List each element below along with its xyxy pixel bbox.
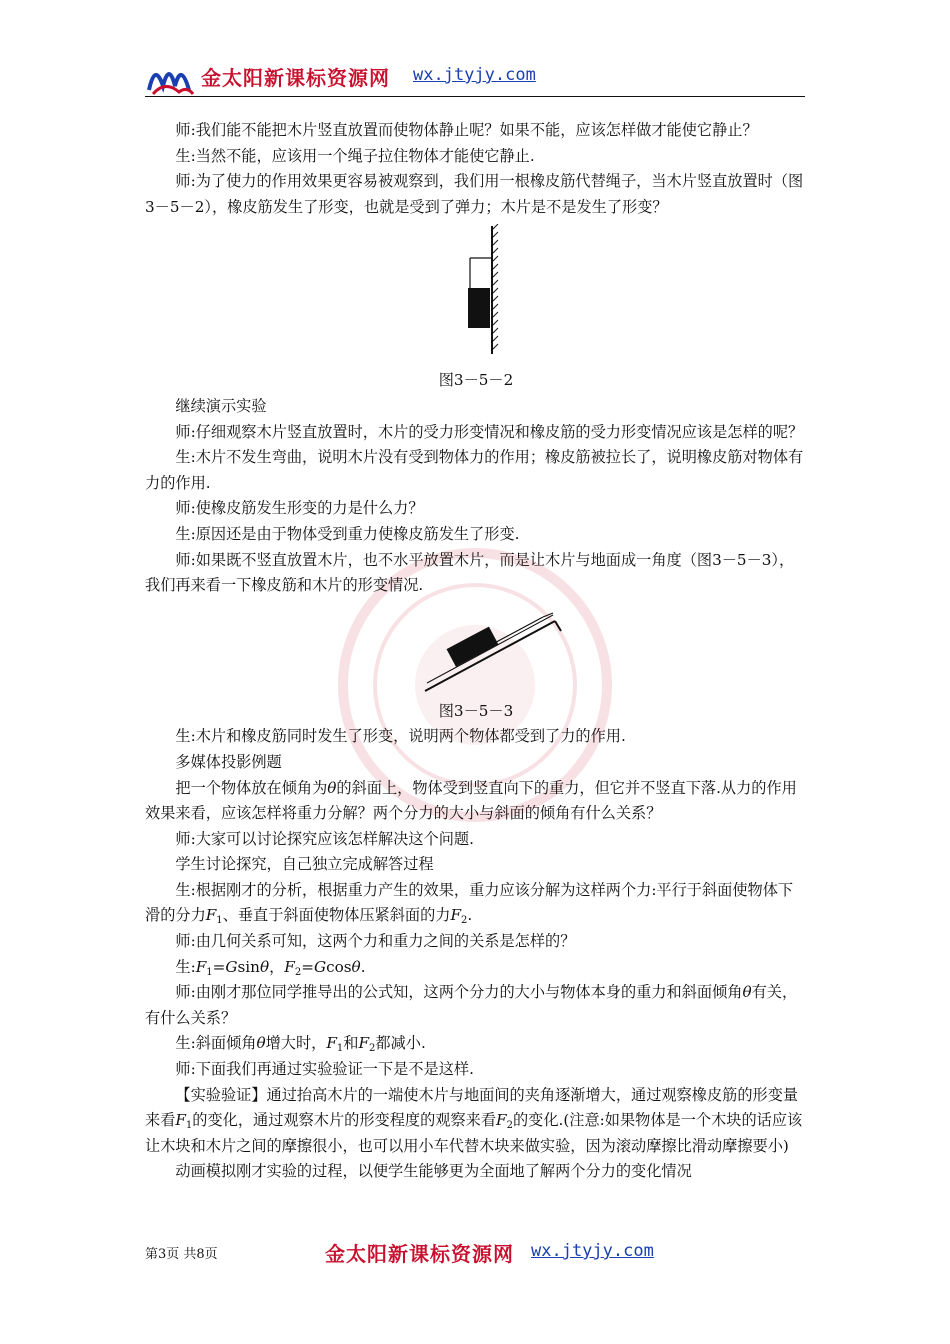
paragraph: 师:我们能不能把木片竖直放置而使物体静止呢？如果不能，应该怎样做才能使它静止？ — [175, 121, 758, 139]
paragraph: 师:大家可以讨论探究应该怎样解决这个问题. — [175, 829, 474, 848]
paragraph: 把一个物体放在倾角为θ的斜面上，物体受到竖直向下的重力，但它并不竖直下落.从力的作用效果来看，应该怎样将重力分解？两个分力的大小与斜面的倾角有什么关系？ — [145, 778, 797, 823]
paragraph: 学生讨论探究，自己独立完成解答过程 — [175, 855, 434, 874]
paragraph: 师:为了使力的作用效果更容易被观察到，我们用一根橡皮筋代替绳子，当木片竖直放置时（图3－5－2），橡皮筋发生了形变，也就是受到了弹力；木片是不是发生了形变？ — [145, 172, 804, 216]
page-number: 第3页 共8页 — [145, 1247, 218, 1262]
paragraph: 动画模拟刚才实验的过程，以便学生能够更为全面地了解两个分力的变化情况 — [175, 1162, 692, 1181]
paragraph: 生:当然不能，应该用一个绳子拉住物体才能使它静止. — [175, 146, 535, 165]
paragraph: 生$:F_1=Gsin\theta$，$F_2=Gcos\theta$. — [175, 957, 366, 978]
paragraph: 【实验验证】通过抬高木片的一端使木片与地面间的夹角逐渐增大，通过观察橡皮筋的形变量来看$F_1$的变化，通过观察木片的形变程度的观察来看$F_2$的变化.(注意:如果物体是一个木块的话应该让木块和木片之间的摩擦很小，也可以用小车代替木块来做实验，因为滚动摩擦比滑动摩擦要小) — [145, 1085, 803, 1155]
paragraph: 多媒体投影例题 — [175, 752, 282, 771]
figure-caption: 图3－5－3 — [438, 701, 514, 720]
document-body — [145, 118, 807, 1185]
figure-3-5-3 — [145, 599, 807, 699]
paragraph: 师:如果既不竖直放置木片，也不水平放置木片，而是让木片与地面成一角度（图3－5－3），我们再来看一下橡皮筋和木片的形变情况. — [145, 550, 795, 595]
page-header — [145, 56, 805, 98]
paragraph: 生:木片不发生弯曲，说明木片没有受到物体力的作用；橡皮筋被拉长了，说明橡皮筋对物体有力的作用. — [145, 448, 804, 492]
header-divider — [145, 96, 805, 97]
footer-url-link[interactable]: wx.jtyjy.com — [531, 1241, 654, 1261]
paragraph: 生:根据刚才的分析，根据重力产生的效果，重力应该分解为这样两个力:平行于斜面使物体下滑的分力$F_1$、垂直于斜面使物体压紧斜面的力$F_2$. — [145, 880, 794, 927]
page-footer — [145, 1236, 805, 1266]
paragraph: 师:下面我们再通过实验验证一下是不是这样. — [175, 1060, 474, 1079]
paragraph: 生:斜面倾角θ增大时，$F_1$和$F_2$都减小. — [175, 1034, 426, 1055]
jty-logo-icon — [145, 56, 197, 98]
paragraph: 生:原因还是由于物体受到重力使橡皮筋发生了形变. — [175, 524, 520, 543]
paragraph: 师:仔细观察木片竖直放置时，木片的受力形变情况和橡皮筋的受力形变情况应该是怎样的呢？ — [175, 422, 804, 441]
paragraph: 生:木片和橡皮筋同时发生了形变，说明两个物体都受到了力的作用. — [175, 727, 626, 746]
figure-3-5-2 — [145, 220, 807, 368]
paragraph: 继续演示实验 — [175, 396, 267, 415]
footer-brand: 金太阳新课标资源网 — [325, 1242, 514, 1266]
paragraph: 师:由几何关系可知，这两个力和重力之间的关系是怎样的？ — [175, 932, 576, 951]
vertical-board-diagram — [450, 224, 550, 364]
paragraph: 师:使橡皮筋发生形变的力是什么力？ — [175, 499, 424, 518]
header-brand: 金太阳新课标资源网 — [201, 66, 390, 90]
header-url-link[interactable]: wx.jtyjy.com — [413, 65, 536, 85]
inclined-board-diagram — [415, 601, 595, 697]
paragraph: 师:由刚才那位同学推导出的公式知，这两个分力的大小与物体本身的重力和斜面倾角θ有关，有什么关系？ — [145, 983, 798, 1027]
figure-caption: 图3－5－2 — [438, 371, 514, 390]
